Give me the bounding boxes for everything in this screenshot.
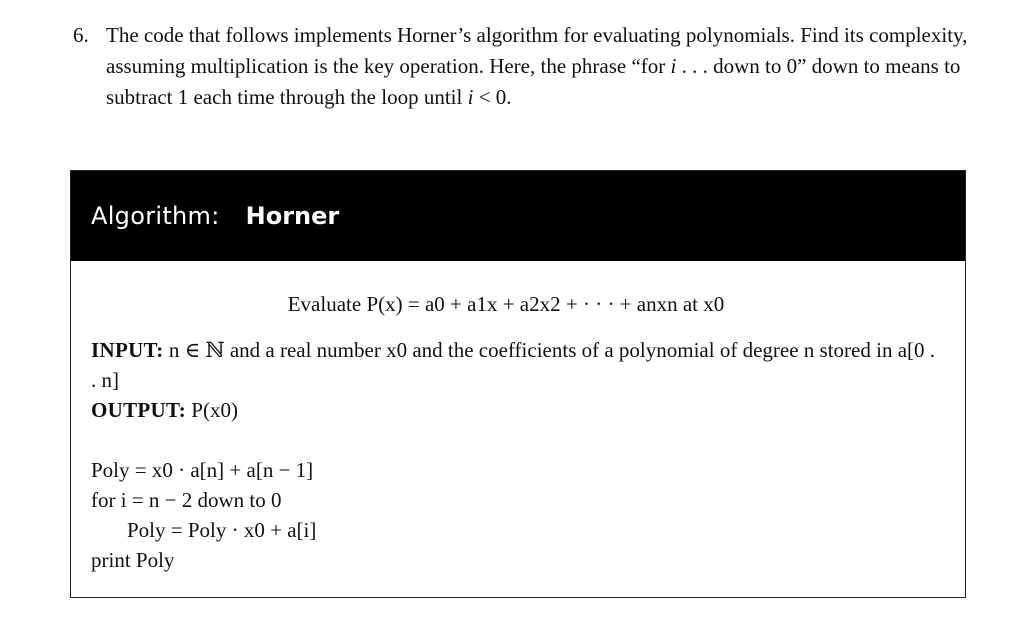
code-line: Poly = Poly · x0 + a[i] bbox=[127, 518, 317, 542]
problem-var-i-2: i bbox=[467, 85, 474, 109]
input-label: INPUT: bbox=[91, 338, 164, 362]
evaluate-prefix: Evaluate bbox=[287, 292, 367, 316]
output-spec bbox=[91, 395, 945, 425]
problem-statement bbox=[73, 20, 973, 113]
evaluate-suffix: at bbox=[677, 292, 704, 316]
evaluate-line bbox=[91, 289, 921, 319]
output-text: P(x0) bbox=[191, 398, 238, 422]
algorithm-keyword: Algorithm: bbox=[91, 202, 220, 230]
algorithm-name: Horner bbox=[245, 202, 340, 230]
code-line: print Poly bbox=[91, 548, 175, 572]
algorithm-box bbox=[70, 170, 966, 598]
algorithm-header bbox=[71, 171, 965, 261]
code-line: Poly = x0 · a[n] + a[n − 1] bbox=[91, 458, 314, 482]
problem-text bbox=[106, 20, 973, 113]
output-label: OUTPUT: bbox=[91, 398, 187, 422]
problem-number: 6. bbox=[73, 23, 89, 47]
problem-text-part3: < 0. bbox=[473, 85, 512, 109]
pseudocode bbox=[91, 455, 945, 575]
evaluate-point: x0 bbox=[703, 292, 725, 316]
code-line: for i = n − 2 down to 0 bbox=[91, 488, 282, 512]
io-spec bbox=[91, 335, 945, 425]
problem-var-i-1: i bbox=[670, 54, 677, 78]
algorithm-body bbox=[71, 289, 965, 575]
problem-text-part2: . . . down to 0” down to means to subtract 1 each time through the loop until bbox=[106, 54, 961, 109]
input-spec bbox=[91, 335, 945, 395]
problem-text-part1: The code that follows implements Horner’s algorithm for evaluating polynomials. Find its complexity, assuming multiplication is the key operation. Here, the phrase “for bbox=[106, 23, 968, 78]
evaluate-formula: P(x) = a0 + a1x + a2x2 + · · · + anxn bbox=[366, 292, 678, 316]
input-text: n ∈ ℕ and a real number x0 and the coefficients of a polynomial of degree n stored in a[0 . . n] bbox=[91, 338, 936, 392]
